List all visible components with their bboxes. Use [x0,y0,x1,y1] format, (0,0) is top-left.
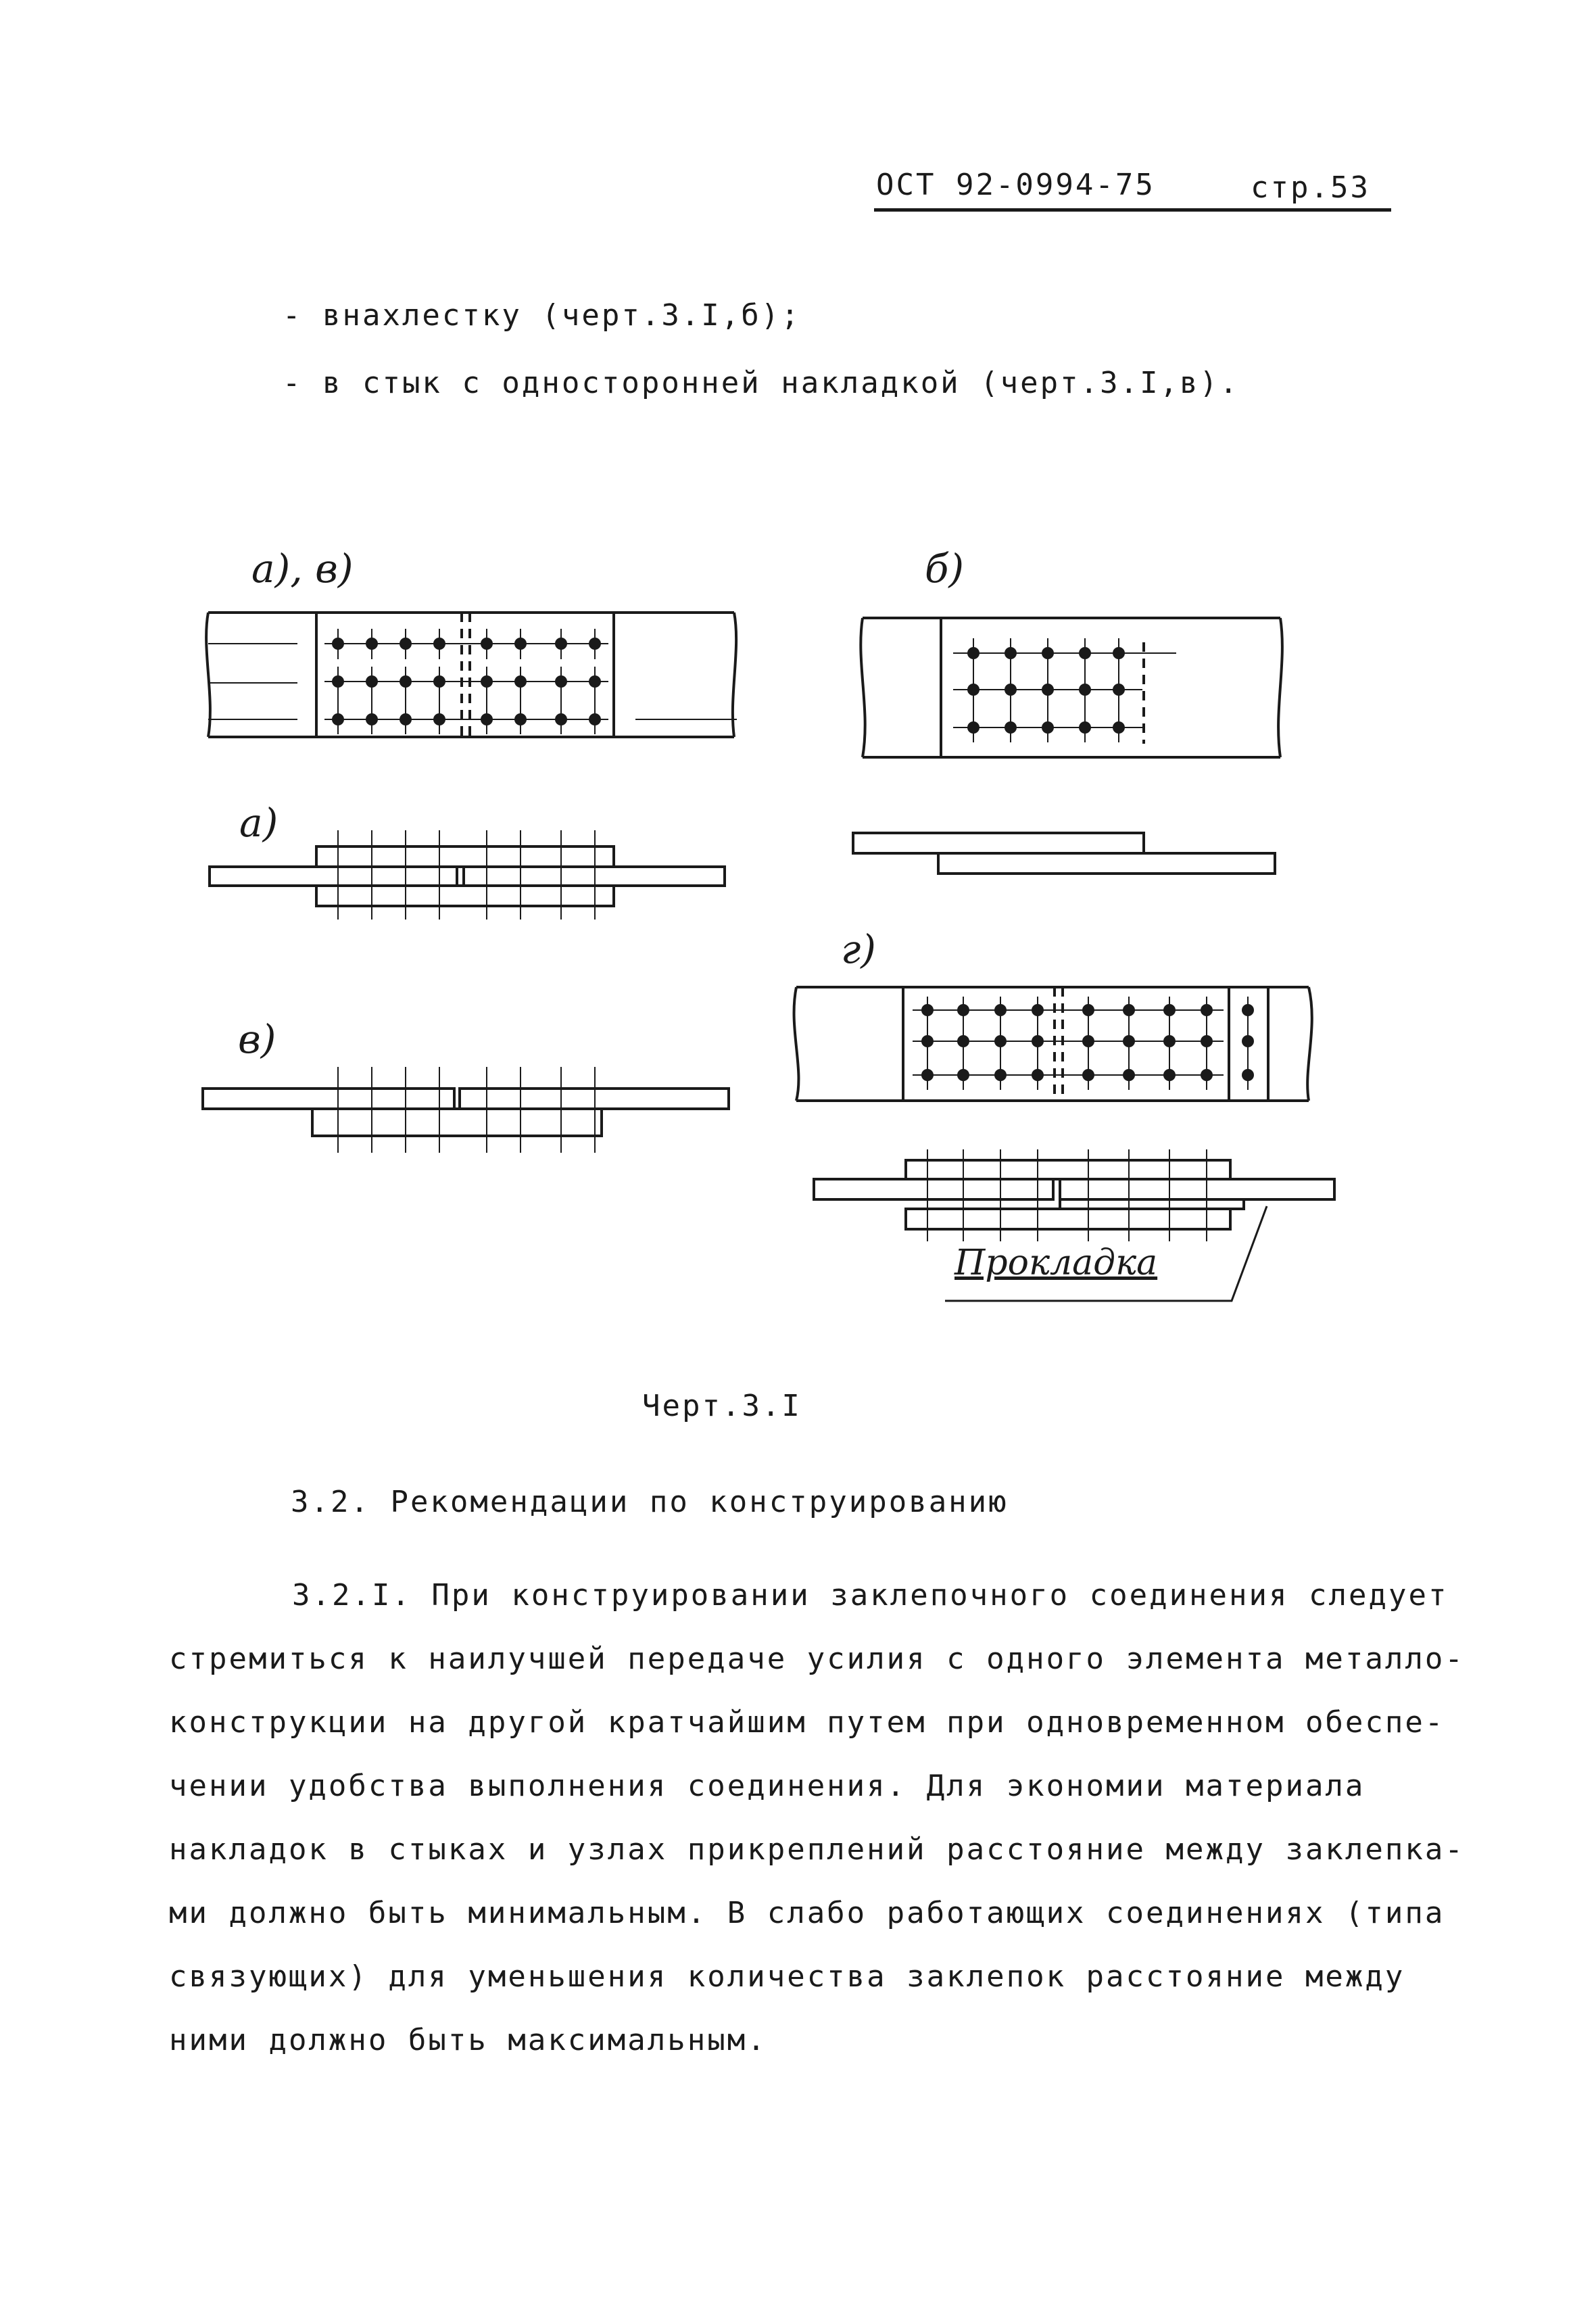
fig-label-a: а) [239,800,279,846]
paragraph-line: стремиться к наилучшей передаче усилия с одного элемента металло- [169,1642,1465,1676]
plan-view-av [206,613,737,737]
paragraph-line: чении удобства выполнения соединения. Для экономии материала [169,1769,1365,1803]
paragraph-line: ми должно быть минимальным. В слабо работающих соединениях (типа [169,1896,1445,1930]
plan-view-b [861,618,1282,757]
fig-label-b: б) [925,546,965,592]
fig-label-v: в) [238,1016,276,1062]
paragraph-line: 3.2.I. При конструировании заклепочного соединения следует [292,1578,1449,1613]
fig-label-g: г) [841,926,876,972]
section-view-v [203,1067,729,1153]
gasket-label: Прокладка [954,1243,1158,1283]
intro-item: - внахлестку (черт.3.I,б); [283,298,801,333]
paragraph-line: связующих) для уменьшения количества заклепок расстояние между [169,1959,1405,1994]
plan-view-g [794,987,1312,1101]
paragraph-line: накладок в стыках и узлах прикреплений расстояние между заклепка- [169,1832,1465,1867]
paragraph-line: конструкции на другой кратчайшим путем при одновременном обеспе- [169,1705,1445,1740]
section-view-b [853,833,1275,874]
intro-item: - в стык с односторонней накладкой (черт.3.I,в). [283,366,1240,400]
section-view-g [814,1149,1334,1301]
section-heading: 3.2. Рекомендации по конструированию [291,1485,1009,1519]
fig-label-a-v: а), в) [251,546,354,592]
section-view-a [210,830,725,920]
doc-code: ОСТ 92-0994-75 [876,168,1155,202]
figure-caption: Черт.3.I [642,1389,802,1423]
paragraph-line: ними должно быть максимальным. [169,2023,767,2057]
page-number: стр.53 [1251,170,1370,205]
